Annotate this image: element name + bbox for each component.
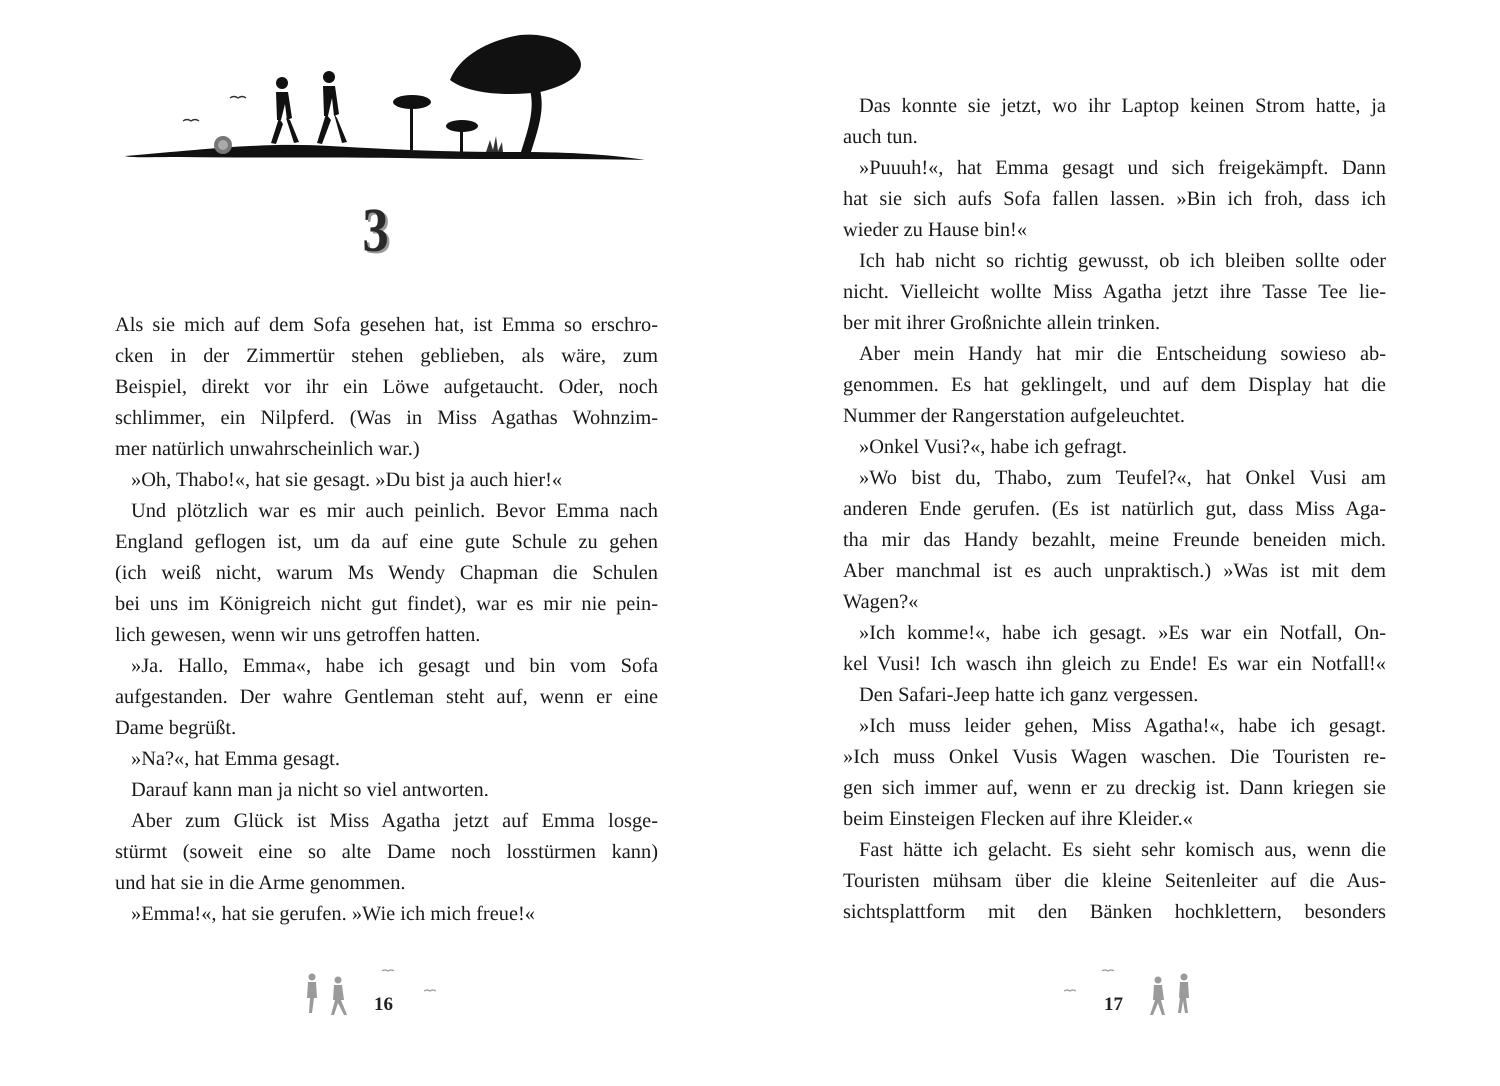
text-line: cken in der Zimmertür stehen geblieben, als wäre, zum	[115, 345, 658, 367]
text-line: Fast hätte ich gelacht. Es sieht sehr komisch aus, wenn die	[859, 839, 1386, 861]
text-line: wieder zu Hause bin!«	[843, 219, 1028, 241]
text-line: sichtsplattform mit den Bänken hochklettern, besonders	[843, 901, 1386, 923]
bird-2	[230, 97, 246, 99]
text-line: »Ich komme!«, habe ich gesagt. »Es war ein Notfall, On-	[859, 622, 1386, 644]
text-line: (ich weiß nicht, warum Ms Wendy Chapman die Schulen	[115, 562, 658, 584]
text-line: Aber manchmal ist es auch unpraktisch.) »Was ist mit dem	[843, 560, 1386, 582]
text-line: bei uns im Königreich nicht gut findet), war es mir nie pein-	[115, 593, 658, 615]
right-page-text	[843, 91, 1386, 928]
text-line: Das konnte sie jetzt, wo ihr Laptop keinen Strom hatte, ja	[859, 95, 1386, 117]
page-number: 16	[374, 994, 393, 1015]
text-line: »Ich muss Onkel Vusis Wagen waschen. Die Touristen re-	[843, 746, 1386, 768]
text-line: »Oh, Thabo!«, hat sie gesagt. »Du bist ja auch hier!«	[131, 469, 563, 491]
footer-ornament-left	[300, 965, 440, 1025]
right-page	[750, 0, 1500, 1086]
walking-child-2	[317, 71, 347, 144]
text-line: anderen Ende gerufen. (Es ist natürlich gut, dass Miss Aga-	[843, 498, 1386, 520]
text-line: »Wo bist du, Thabo, zum Teufel?«, hat Onkel Vusi am	[859, 467, 1386, 489]
bird-1	[183, 120, 199, 122]
text-line: Beispiel, direkt vor ihr ein Löwe aufgetaucht. Oder, noch	[115, 376, 658, 398]
text-line: lich gewesen, wenn wir uns getroffen hatten.	[115, 624, 481, 646]
text-line: Aber zum Glück ist Miss Agatha jetzt auf Emma losge-	[131, 810, 658, 832]
text-line: Nummer der Rangerstation aufgeleuchtet.	[843, 405, 1185, 427]
acacia-tree-small-2	[446, 120, 478, 152]
text-line: »Puuuh!«, hat Emma gesagt und sich freigekämpft. Dann	[859, 157, 1386, 179]
text-line: »Na?«, hat Emma gesagt.	[131, 748, 340, 770]
text-line: »Ja. Hallo, Emma«, habe ich gesagt und bin vom Sofa	[131, 655, 658, 677]
text-line: hat sie sich aufs Sofa fallen lassen. »Bin ich froh, dass ich	[843, 188, 1386, 210]
text-line: England geflogen ist, um da auf eine gute Schule zu gehen	[115, 531, 658, 553]
text-line: Touristen mühsam über die kleine Seitenleiter auf die Aus-	[843, 870, 1386, 892]
savanna-illustration	[0, 0, 750, 200]
acacia-tree-small	[393, 95, 431, 150]
text-line: und hat sie in die Arme genommen.	[115, 872, 406, 894]
text-line: tha mir das Handy bezahlt, meine Freunde beneiden mich.	[843, 529, 1386, 551]
text-line: Dame begrüßt.	[115, 717, 237, 739]
left-page-text	[115, 310, 658, 930]
text-line: Wagen?«	[843, 591, 919, 613]
agave-plant	[486, 136, 503, 152]
acacia-tree-large	[450, 35, 581, 155]
text-line: Den Safari-Jeep hatte ich ganz vergessen.	[859, 684, 1199, 706]
text-line: stürmt (soweit eine so alte Dame noch losstürmen kann)	[115, 841, 658, 863]
chapter-number: 3	[362, 197, 389, 265]
text-line: Und plötzlich war es mir auch peinlich. Bevor Emma nach	[131, 500, 658, 522]
text-line: Darauf kann man ja nicht so viel antworten.	[131, 779, 489, 801]
text-line: auch tun.	[843, 126, 918, 148]
text-line: »Ich muss leider gehen, Miss Agatha!«, habe ich gesagt.	[859, 715, 1386, 737]
text-line: Ich hab nicht so richtig gewusst, ob ich bleiben sollte oder	[859, 250, 1386, 272]
text-line: Als sie mich auf dem Sofa gesehen hat, ist Emma so erschro-	[115, 314, 658, 336]
text-line: ber mit ihrer Großnichte allein trinken.	[843, 312, 1161, 334]
text-line: mer natürlich unwahrscheinlich war.)	[115, 438, 420, 460]
text-line: Aber mein Handy hat mir die Entscheidung sowieso ab-	[859, 343, 1386, 365]
text-line: »Emma!«, hat sie gerufen. »Wie ich mich freue!«	[131, 903, 535, 925]
text-line: gen sich immer auf, wenn er zu dreckig ist. Dann kriegen sie	[843, 777, 1386, 799]
text-line: »Onkel Vusi?«, habe ich gefragt.	[859, 436, 1127, 458]
text-line: nicht. Vielleicht wollte Miss Agatha jetzt ihre Tasse Tee lie-	[843, 281, 1386, 303]
text-line: beim Einsteigen Flecken auf ihre Kleider.«	[843, 808, 1193, 830]
footer-ornament-right	[1060, 965, 1200, 1025]
text-line: aufgestanden. Der wahre Gentleman steht auf, wenn er eine	[115, 686, 658, 708]
ground-strip	[125, 145, 645, 160]
walking-child-1	[271, 77, 299, 144]
text-line: kel Vusi! Ich wasch ihn gleich zu Ende! Es war ein Notfall!«	[843, 653, 1386, 675]
text-line: schlimmer, ein Nilpferd. (Was in Miss Agathas Wohnzim-	[115, 407, 658, 429]
text-line: genommen. Es hat geklingelt, und auf dem Display hat die	[843, 374, 1386, 396]
page-number: 17	[1104, 994, 1123, 1015]
